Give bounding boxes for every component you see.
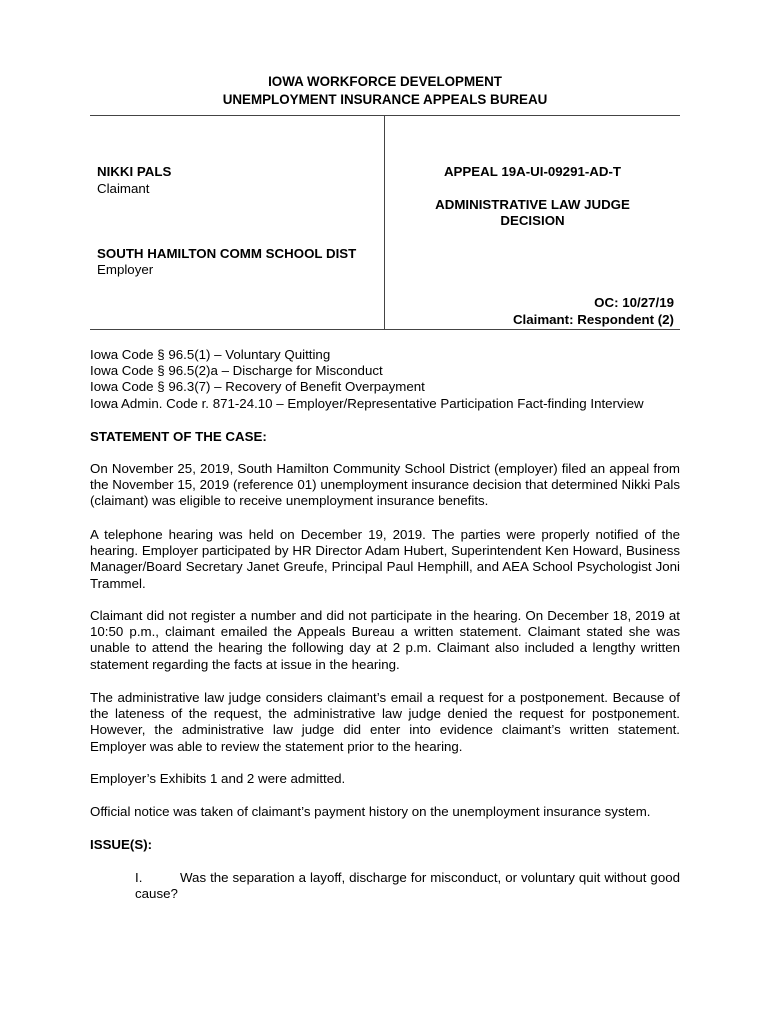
oc-date: OC: 10/27/19 [594,295,674,310]
decision-title-line1: ADMINISTRATIVE LAW JUDGE [435,197,630,212]
statement-paragraph: A telephone hearing was held on December 19, 2019. The parties were properly notified of the hearing. Employer participated by HR Director Adam Hubert, Superintendent Ken Howard, Business Manager/Board Secretary Janet Greufe, Principal Paul Hemphill, and AEA School Psychologist Joni Trammel. [90,527,680,591]
appeal-number: APPEAL 19A-UI-09291-AD-T [443,164,622,179]
issues-heading: ISSUE(S): [90,837,153,852]
bureau-title: UNEMPLOYMENT INSURANCE APPEALS BUREAU [222,92,548,107]
statement-paragraph: Official notice was taken of claimant’s payment history on the unemployment insurance system. [90,804,651,819]
caption-top-rule [90,115,680,116]
claimant-status: Claimant: Respondent (2) [512,312,674,327]
statement-paragraph: Employer’s Exhibits 1 and 2 were admitted. [90,771,346,786]
code-citations [90,347,690,412]
claimant-name: NIKKI PALS [97,164,172,179]
code-citation: Iowa Admin. Code r. 871-24.10 – Employer/Representative Participation Fact-finding Interview [90,395,644,411]
statement-paragraph: Claimant did not register a number and did not participate in the hearing. On December 18, 2019 at 10:50 p.m., claimant emailed the Appeals Bureau a written statement. Claimant stated she was unable to attend the hearing the following day at 2 p.m. Claimant also included a lengthy written statement regarding the facts at issue in the hearing. [90,608,680,672]
decision-title-line2: DECISION [500,213,565,228]
code-citation: Iowa Code § 96.5(2)a – Discharge for Misconduct [90,363,383,379]
code-citation: Iowa Code § 96.3(7) – Recovery of Benefit Overpayment [90,379,425,395]
employer-role: Employer [97,262,154,277]
employer-name: SOUTH HAMILTON COMM SCHOOL DIST [97,246,357,261]
code-citation: Iowa Code § 96.5(1) – Voluntary Quitting [90,347,331,362]
issue-number: I. [135,870,143,885]
caption-bottom-rule [90,329,680,330]
claimant-role: Claimant [97,181,150,196]
statement-paragraph: The administrative law judge considers claimant’s email a request for a postponement. Because of the lateness of the request, the administrative law judge denied the request for postponement. However, the administrative law judge did enter into evidence claimant’s written statement. Employer was able to review the statement prior to the hearing. [90,690,680,754]
agency-title: IOWA WORKFORCE DEVELOPMENT [268,74,502,89]
issue-text: Was the separation a layoff, discharge for misconduct, or voluntary quit without good cause? [135,870,680,902]
statement-heading: STATEMENT OF THE CASE: [90,429,267,444]
statement-paragraph: On November 25, 2019, South Hamilton Community School District (employer) filed an appeal from the November 15, 2019 (reference 01) unemployment insurance decision that determined Nikki Pals (claimant) was eligible to receive unemployment insurance benefits. [90,461,680,509]
